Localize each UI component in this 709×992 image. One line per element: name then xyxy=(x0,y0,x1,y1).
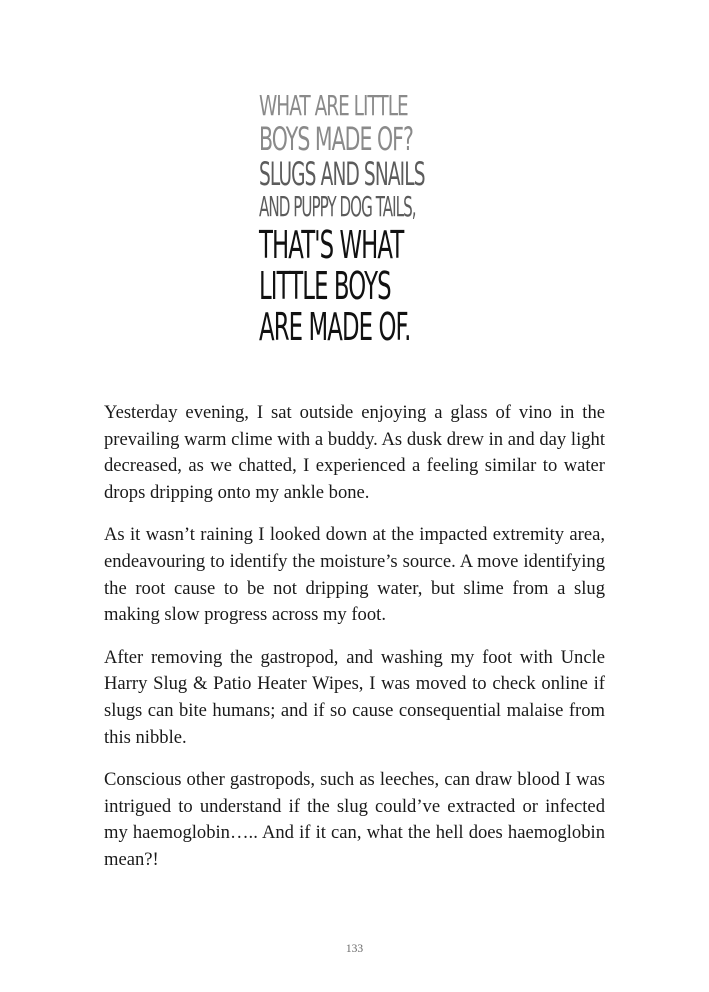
poem-line-2: BOYS MADE OF? xyxy=(259,120,413,158)
body-text xyxy=(104,400,605,890)
paragraph-3: After removing the gastropod, and washing my foot with Uncle Harry Slug & Patio Heater Wipes, I was moved to check online if slugs can bite humans; and if so cause consequential malaise from this nibble. xyxy=(104,646,605,748)
poem-block xyxy=(259,89,459,349)
paragraph-1: Yesterday evening, I sat outside enjoying a glass of vino in the prevailing warm clime with a buddy. As dusk drew in and day light decreased, as we chatted, I experienced a feeling similar to water drops dripping onto my ankle bone. xyxy=(104,402,605,503)
page-number: 133 xyxy=(345,943,364,955)
paragraph-4: Conscious other gastropods, such as leeches, can draw blood I was intrigued to understand if the slug could’ve extracted or infected my haemoglobin….. And if it can, what the hell does haemoglobin mean?! xyxy=(104,769,605,870)
poem-line-7: ARE MADE OF. xyxy=(259,305,411,349)
poem-line-3: SLUGS AND SNAILS xyxy=(259,155,425,193)
poem-line-1: WHAT ARE LITTLE xyxy=(259,89,408,122)
poem-line-4: AND PUPPY DOG TAILS, xyxy=(259,190,416,223)
poem-line-6: LITTLE BOYS xyxy=(259,264,391,308)
poem-line-5: THAT'S WHAT xyxy=(259,223,404,267)
paragraph-2: As it wasn’t raining I looked down at the impacted extremity area, endeavouring to identify the moisture’s source. A move identifying the root cause to be not dripping water, but slime from a slug making slow progress across my foot. xyxy=(104,524,605,626)
